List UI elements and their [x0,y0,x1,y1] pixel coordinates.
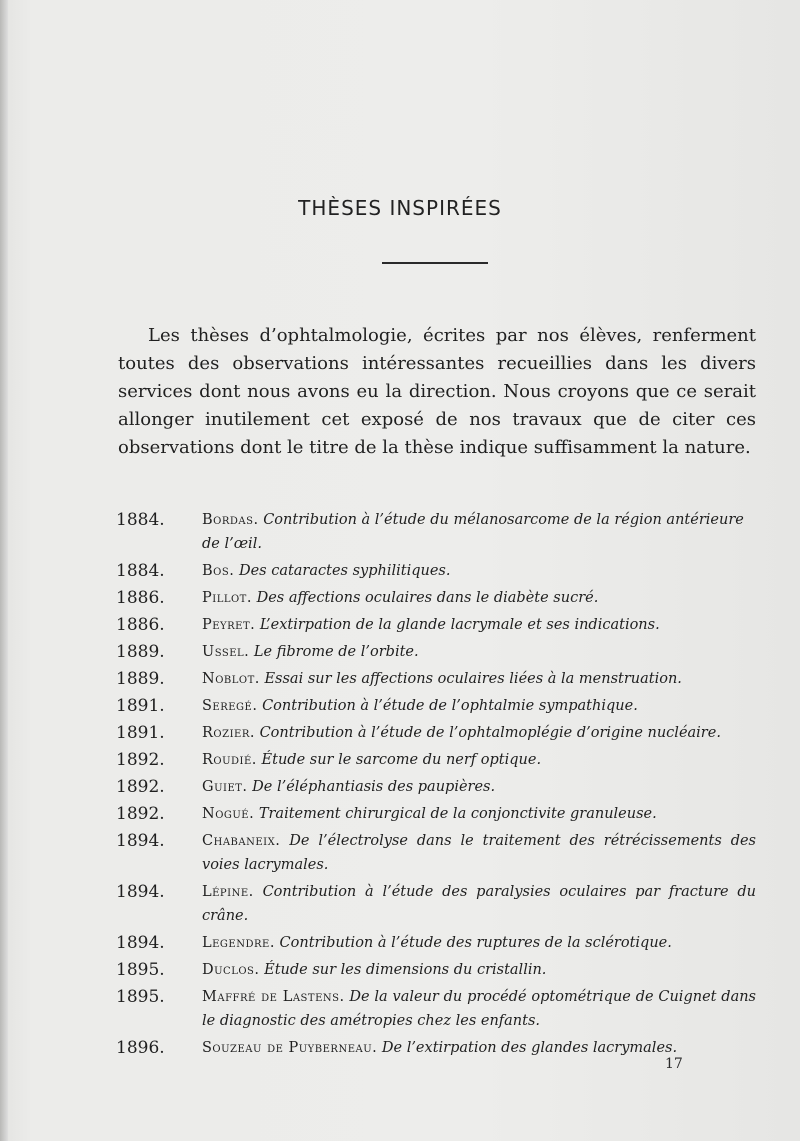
list-item [116,958,756,982]
page-edge [0,0,8,1141]
entry-author: Ussel. [202,644,250,660]
entry-author: Maffré de Lastens. [202,989,345,1005]
entry-year: 1889. [116,669,165,689]
list-item [116,508,756,556]
entry-year: 1892. [116,804,165,824]
entry-author: Souzeau de Puyberneau. [202,1040,378,1056]
list-item [116,721,756,745]
entry-author: Guiet. [202,779,248,795]
entry-year: 1886. [116,615,165,635]
list-item [116,829,756,877]
entry-year: 1886. [116,588,165,608]
entry-title: De la valeur du procédé optométrique de Cuignet dans le diagnostic des amétropies chez les enfants. [202,989,756,1029]
entry-title: Contribution à l’étude des paralysies oculaires par fracture du crâne. [202,884,757,924]
entry-author: Roudié. [202,752,257,768]
page-title: THÈSES INSPIRÉES [298,196,502,220]
list-item [116,802,756,826]
entry-year: 1891. [116,696,165,716]
list-item [116,985,756,1033]
entry-year: 1891. [116,723,165,743]
entry-year: 1889. [116,642,165,662]
page-number: 17 [665,1056,683,1072]
entry-author: Duclos. [202,962,260,978]
entry-title: De l’électrolyse dans le traitement des rétrécissements des voies lacrymales. [202,833,757,873]
list-item [116,586,756,610]
entry-author: Pillot. [202,590,252,606]
list-item [116,775,756,799]
entry-year: 1895. [116,987,165,1007]
entry-author: Rozier. [202,725,255,741]
list-item [116,694,756,718]
list-item [116,667,756,691]
entry-year: 1895. [116,960,165,980]
list-item [116,640,756,664]
entry-author: Chabaneix. [202,833,281,849]
entry-title: Des affections oculaires dans le diabète sucré. [256,590,599,606]
entry-author: Legendre. [202,935,275,951]
entry-year: 1894. [116,831,165,851]
list-item [116,880,756,928]
entry-title: Étude sur le sarcome du nerf optique. [261,752,542,768]
entry-year: 1894. [116,933,165,953]
entry-title: De l’éléphantiasis des paupières. [252,779,496,795]
entry-author: Bos. [202,563,235,579]
list-item [116,613,756,637]
title-rule [382,262,488,264]
entry-title: Contribution à l’étude des ruptures de la sclérotique. [279,935,672,951]
list-item [116,931,756,955]
entry-title: Étude sur les dimensions du cristallin. [264,962,547,978]
entry-author: Peyret. [202,617,256,633]
entry-title: Contribution à l’étude du mélanosarcome de la région antérieure de l’œil. [202,512,744,552]
entry-title: Traitement chirurgical de la conjonctivite granuleuse. [258,806,657,822]
entry-author: Seregé. [202,698,258,714]
intro-paragraph: Les thèses d’ophtalmologie, écrites par nos élèves, renferment toutes des observations intéressantes recueillies dans les divers services dont nous avons eu la direction. Nous croyons que ce serait allonger inutilement cet exposé de nos travaux que de citer ces observations dont le titre de la thèse indique suffisamment la nature. [118,325,756,458]
entry-title: L’extirpation de la glande lacrymale et ses indications. [259,617,660,633]
entry-author: Lépine. [202,884,254,900]
entry-year: 1884. [116,561,165,581]
entry-author: Bordas. [202,512,259,528]
entry-year: 1892. [116,777,165,797]
entry-year: 1884. [116,510,165,530]
list-item [116,748,756,772]
entry-title: Essai sur les affections oculaires liées à la menstruation. [264,671,682,687]
entry-title: Le fibrome de l’orbite. [253,644,419,660]
entry-title: Contribution à l’étude de l’ophtalmoplégie d’origine nucléaire. [259,725,721,741]
list-item [116,1036,756,1060]
list-item [116,559,756,583]
entry-author: Noblot. [202,671,260,687]
entry-title: De l’extirpation des glandes lacrymales. [381,1040,678,1056]
entry-author: Nogué. [202,806,255,822]
entry-year: 1892. [116,750,165,770]
entry-title: Contribution à l’étude de l’ophtalmie sympathique. [262,698,638,714]
entry-year: 1894. [116,882,165,902]
entry-year: 1896. [116,1038,165,1058]
entry-title: Des cataractes syphilitiques. [238,563,451,579]
theses-list [116,508,756,1063]
